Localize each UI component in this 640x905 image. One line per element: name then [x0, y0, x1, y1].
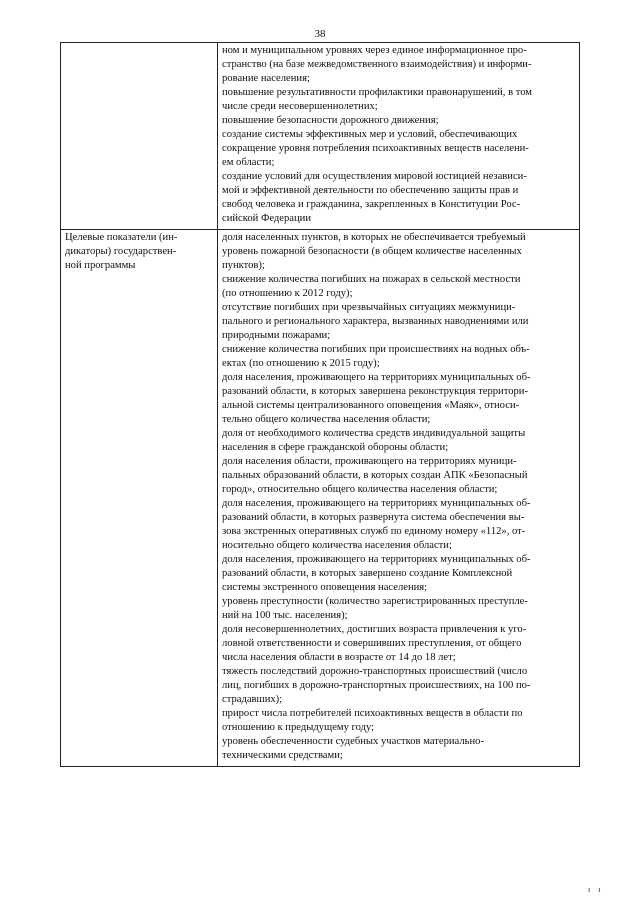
text-line: альной системы централизованного оповещения «Маяк», относи- [222, 400, 520, 411]
text-line: (по отношению к 2012 году); [222, 288, 353, 299]
text-line: разований области, в которых развернута система обеспечения вы- [222, 512, 525, 523]
text-line: ном и муниципальном уровнях через единое информационное про- [222, 45, 527, 56]
text-line: пунктов); [222, 260, 265, 271]
text-line: пальных образований области, в которых создан АПК «Безопасный [222, 470, 528, 481]
text-line: отсутствие погибших при чрезвычайных ситуациях межмуници- [222, 302, 516, 313]
text-line: Целевые показатели (ин- [65, 232, 178, 243]
text-line: числе среди несовершеннолетних; [222, 101, 378, 112]
text-line: разований области, в которых завершена реконструкция территори- [222, 386, 528, 397]
text-line: разований области, в которых завершено создание Комплексной [222, 568, 513, 579]
table-row [61, 43, 580, 230]
text-line: числа населения области в возрасте от 14 до 18 лет; [222, 652, 456, 663]
text-line: создание системы эффективных мер и условий, обеспечивающих [222, 129, 518, 140]
text-line: создание условий для осуществления мировой юстицией независи- [222, 171, 527, 182]
text-line: уровень пожарной безопасности (в общем количестве населенных [222, 246, 522, 257]
text-line: ний на 100 тыс. населения); [222, 610, 348, 621]
row1-label-cell [61, 43, 218, 230]
program-passport-table [60, 42, 580, 767]
text-line: доля населения, проживающего на территориях муниципальных об- [222, 554, 531, 565]
table-row [61, 230, 580, 767]
text-line: ектах (по отношению к 2015 году); [222, 358, 380, 369]
text-line: город», относительно общего количества населения области; [222, 484, 498, 495]
text-line: уровень обеспеченности судебных участков материально- [222, 736, 484, 747]
text-line: тельно общего количества населения области; [222, 414, 431, 425]
text-line: дикаторы) государствен- [65, 246, 177, 257]
text-line: сокращение уровня потребления психоактивных веществ населени- [222, 143, 529, 154]
text-line: пального и регионального характера, вызванных наводнениями или [222, 316, 529, 327]
text-line: страдавших); [222, 694, 283, 705]
text-line: повышение результативности профилактики правонарушений, в том [222, 87, 533, 98]
text-line: тяжесть последствий дорожно-транспортных происшествий (число [222, 666, 528, 677]
text-line: доля от необходимого количества средств индивидуальной защиты [222, 428, 526, 439]
row2-label-cell [61, 230, 218, 767]
text-line: системы экстренного оповещения населения; [222, 582, 428, 593]
text-line: странство (на базе межведомственного взаимодействия) и информи- [222, 59, 532, 70]
text-line: населения в сфере гражданской обороны области; [222, 442, 449, 453]
text-line: доля населения, проживающего на территориях муниципальных об- [222, 498, 531, 509]
text-line: свобод человека и гражданина, закрепленных в Конституции Рос- [222, 199, 521, 210]
text-line: уровень преступности (количество зарегистрированных преступле- [222, 596, 528, 607]
text-line: доля несовершеннолетних, достигших возраста привлечения к уго- [222, 624, 527, 635]
text-line: техническими средствами; [222, 750, 343, 761]
row1-content-cell [218, 43, 580, 230]
text-line: ловной ответственности и совершивших преступления, от общего [222, 638, 522, 649]
corner-marks: ı ı [588, 885, 604, 894]
text-line: снижение количества погибших на пожарах в сельской местности [222, 274, 521, 285]
page-number: 38 [314, 28, 326, 40]
text-line: доля населенных пунктов, в которых не обеспечивается требуемый [222, 232, 526, 243]
text-line: ной программы [65, 260, 136, 271]
text-line: прирост числа потребителей психоактивных веществ в области по [222, 708, 523, 719]
text-line: отношению к предыдущему году; [222, 722, 375, 733]
text-line: сийской Федерации [222, 213, 311, 224]
text-line: снижение количества погибших при происшествиях на водных объ- [222, 344, 530, 355]
text-line: мой и эффективной деятельности по обеспечению защиты прав и [222, 185, 519, 196]
text-line: доля населения области, проживающего на территориях муници- [222, 456, 517, 467]
text-line: носительно общего количества населения области; [222, 540, 452, 551]
text-line: зова экстренных оперативных служб по единому номеру «112», от- [222, 526, 526, 537]
text-line: повышение безопасности дорожного движения; [222, 115, 439, 126]
text-line: природными пожарами; [222, 330, 331, 341]
text-line: рование населения; [222, 73, 310, 84]
row2-content-cell [218, 230, 580, 767]
text-line: лиц, погибших в дорожно-транспортных происшествиях, на 100 по- [222, 680, 531, 691]
text-line: доля населения, проживающего на территориях муниципальных об- [222, 372, 531, 383]
text-line: ем области; [222, 157, 275, 168]
